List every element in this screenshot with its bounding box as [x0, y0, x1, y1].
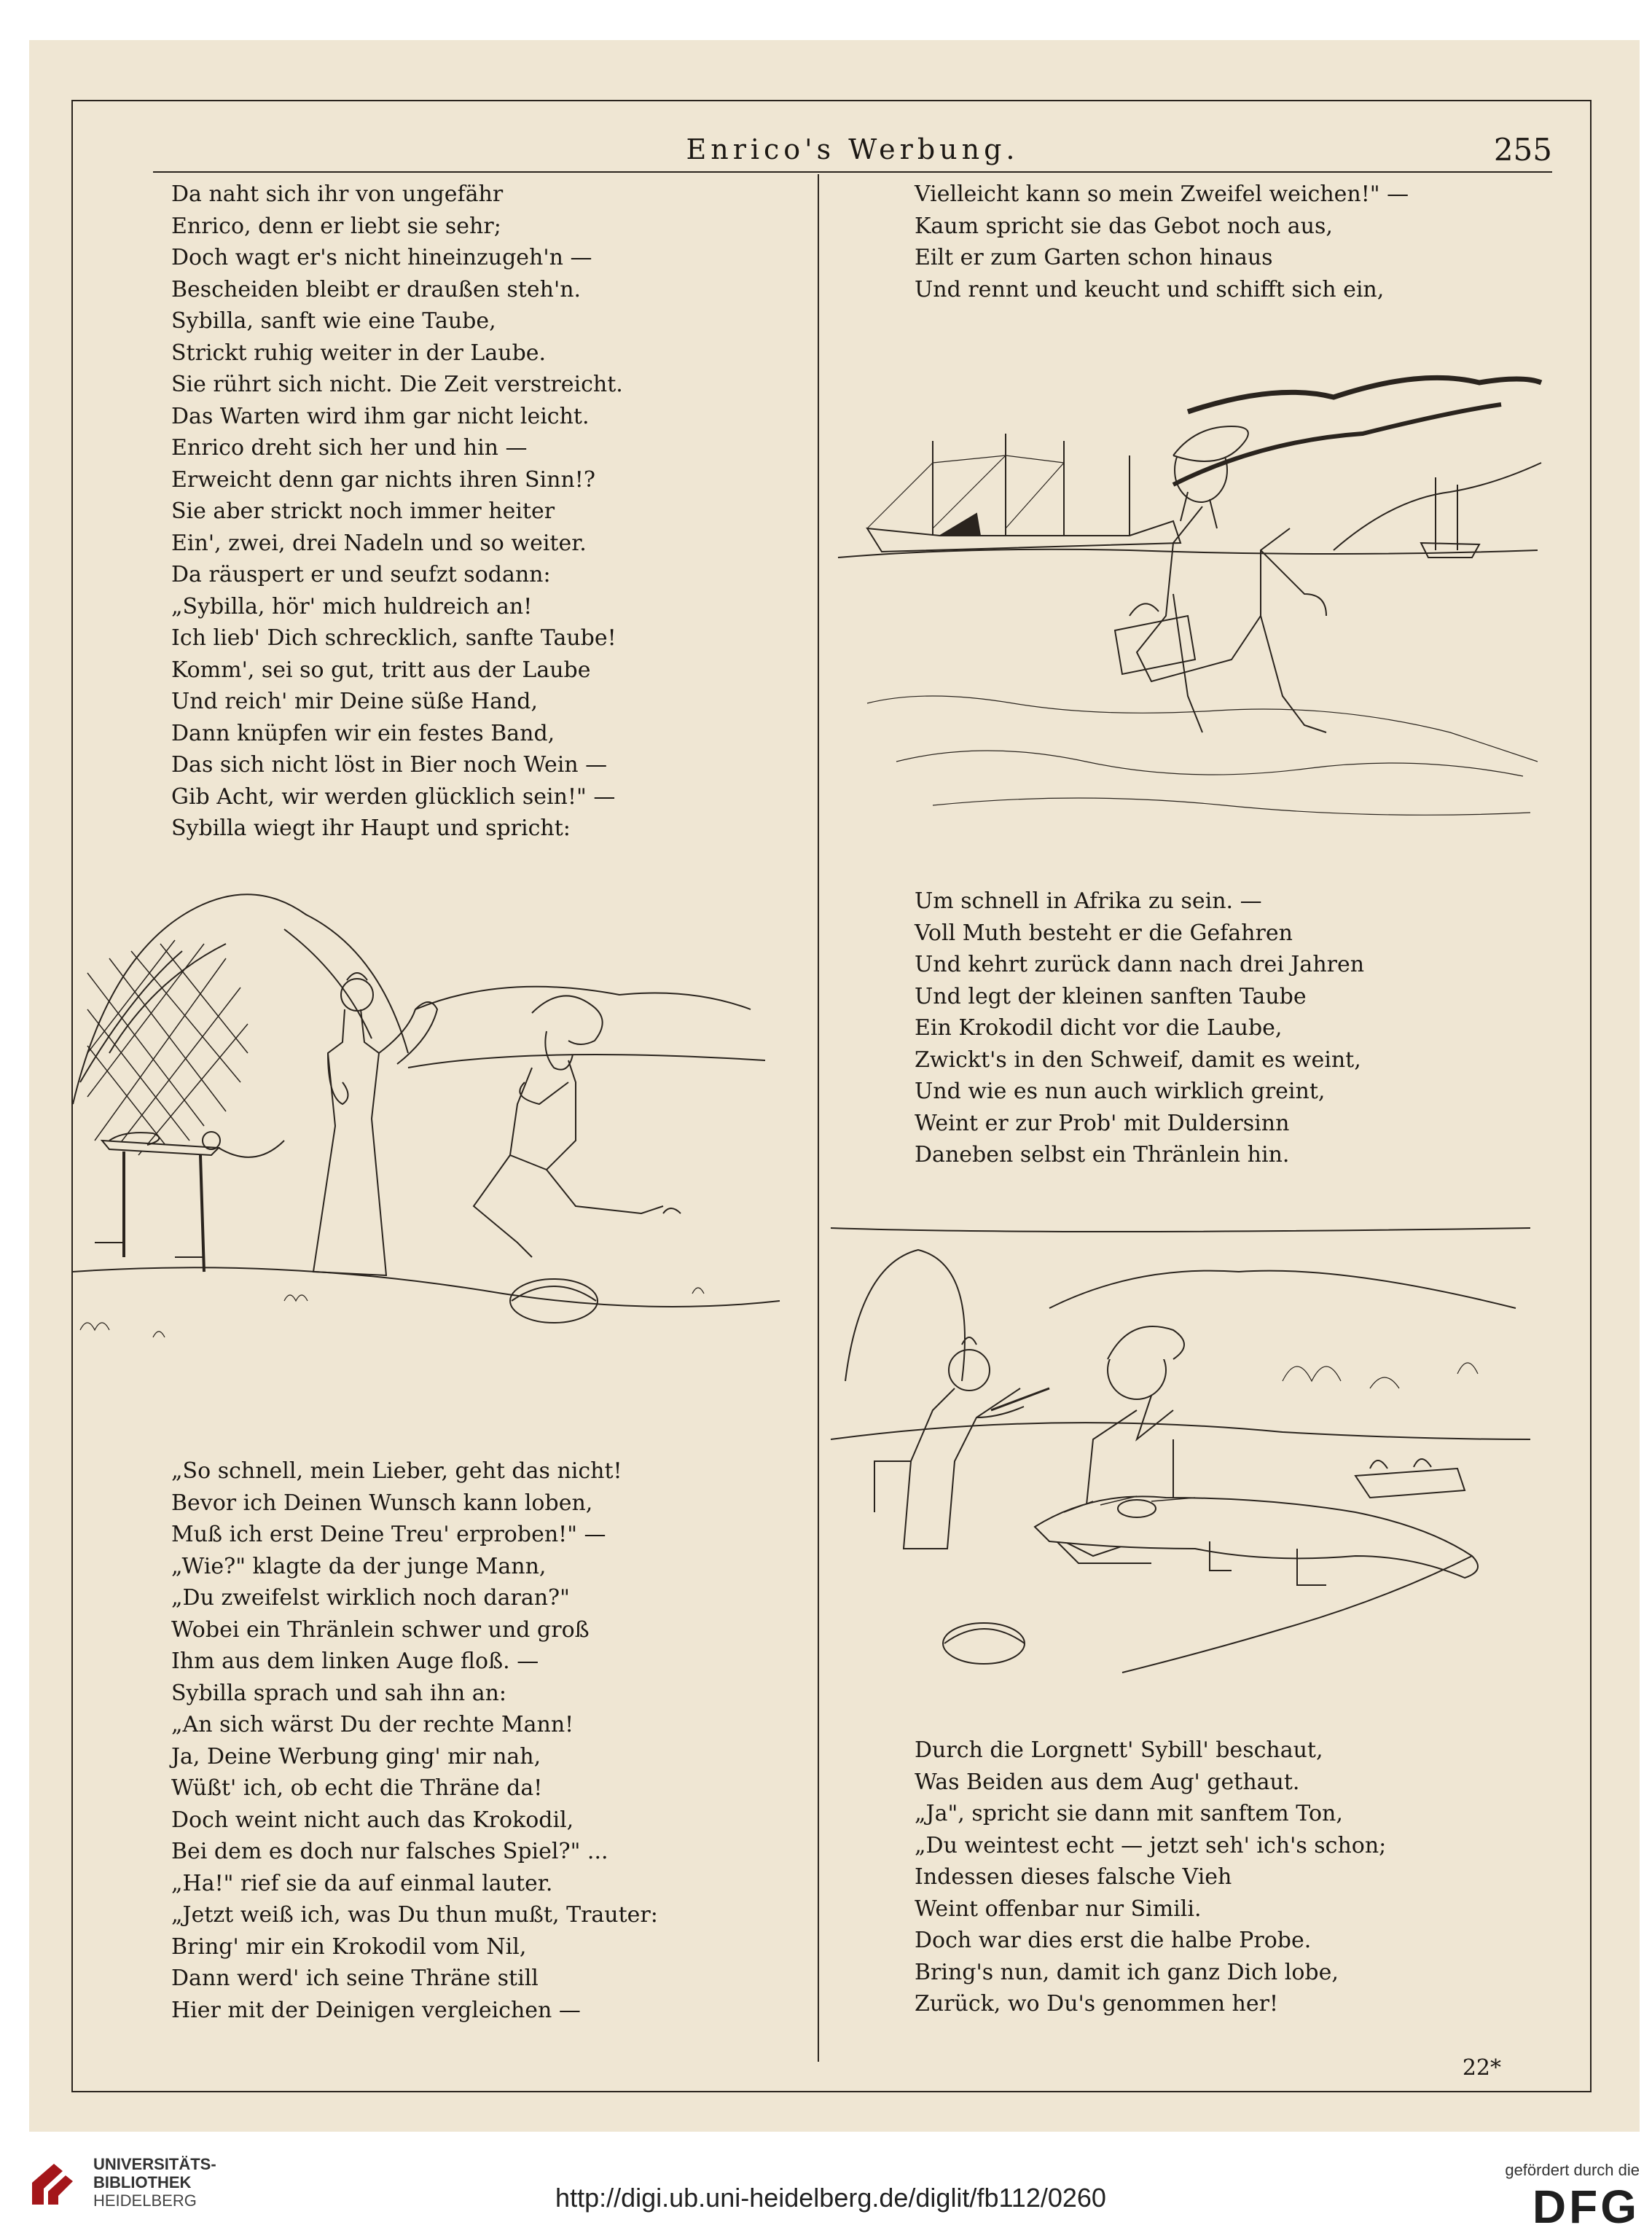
- verse-line: Sybilla wiegt ihr Haupt und spricht:: [171, 816, 571, 841]
- verse-line: Ein', zwei, drei Nadeln und so weiter.: [171, 530, 587, 556]
- verse-line: Ja, Deine Werbung ging' mir nah,: [171, 1743, 541, 1769]
- verse-line: Vielleicht kann so mein Zweifel weichen!" —: [915, 181, 1409, 207]
- verse-line: Da naht sich ihr von ungefähr: [171, 181, 504, 207]
- verse-line: Daneben selbst ein Thränlein hin.: [915, 1142, 1290, 1168]
- verse-line: Und legt der kleinen sanften Taube: [915, 983, 1307, 1009]
- funding-label: gefördert durch die: [1505, 2161, 1640, 2179]
- verse-line: Dann werd' ich seine Thräne still: [171, 1966, 539, 1991]
- verse-line: Doch weint nicht auch das Krokodil,: [171, 1807, 574, 1833]
- verse-line: „An sich wärst Du der rechte Mann!: [171, 1712, 574, 1737]
- verse-line: „Sybilla, hör' mich huldreich an!: [171, 593, 533, 619]
- verse-line: Da räuspert er und seufzt sodann:: [171, 562, 551, 587]
- verse-line: Erweicht denn gar nichts ihren Sinn!?: [171, 466, 595, 493]
- verse-line: Sie rührt sich nicht. Die Zeit verstreicht.: [171, 372, 623, 397]
- verse-line: Was Beiden aus dem Aug' gethaut.: [915, 1769, 1300, 1795]
- illustration-proposal: [66, 864, 787, 1388]
- verse-line: Weint er zur Prob' mit Duldersinn: [915, 1110, 1290, 1136]
- verse-line: „Du zweifelst wirklich noch daran?": [171, 1585, 570, 1611]
- left-stanza-2: [171, 1455, 658, 2026]
- right-stanza-3: [915, 1735, 1386, 2020]
- verse-line: Bei dem es doch nur falsches Spiel?" ...: [171, 1839, 608, 1864]
- page-number: 255: [1493, 132, 1552, 168]
- header-rule: [153, 171, 1552, 173]
- verse-line: „Ja", spricht sie dann mit sanftem Ton,: [915, 1801, 1343, 1826]
- verse-line: Voll Muth besteht er die Gefahren: [915, 920, 1293, 946]
- verse-line: „Wie?" klagte da der junge Mann,: [171, 1553, 547, 1579]
- verse-line: Das Warten wird ihm gar nicht leicht.: [171, 403, 590, 429]
- illustration-departure-ship: [823, 353, 1545, 834]
- library-name: [93, 2155, 216, 2210]
- verse-line: Zurück, wo Du's genommen her!: [915, 1991, 1279, 2017]
- verse-line: Und reich' mir Deine süße Hand,: [171, 689, 539, 714]
- verse-line: Zwickt's in den Schweif, damit es weint,: [915, 1047, 1361, 1073]
- verse-line: Doch war dies erst die halbe Probe.: [915, 1928, 1312, 1953]
- verse-line: Doch wagt er's nicht hineinzugeh'n —: [171, 245, 592, 270]
- permalink-url[interactable]: http://digi.ub.uni-heidelberg.de/diglit/fb112/0260: [555, 2183, 1106, 2213]
- verse-line: Eilt er zum Garten schon hinaus: [915, 245, 1273, 270]
- ub-heidelberg-logo-icon: [22, 2154, 83, 2215]
- verse-line: Enrico dreht sich her und hin —: [171, 435, 528, 461]
- dfg-logo-icon: DFG: [1532, 2181, 1640, 2233]
- verse-line: Hier mit der Deinigen vergleichen —: [171, 1997, 581, 2023]
- verse-line: „Du weintest echt — jetzt seh' ich's schon;: [915, 1832, 1387, 1858]
- verse-line: Indessen dieses falsche Vieh: [915, 1864, 1232, 1890]
- viewer-footer: [0, 2132, 1652, 2233]
- verse-line: Strickt ruhig weiter in der Laube.: [171, 340, 547, 366]
- right-stanza-2: [915, 885, 1364, 1171]
- verse-line: Sybilla, sanft wie eine Taube,: [171, 308, 496, 334]
- verse-line: Und wie es nun auch wirklich greint,: [915, 1079, 1326, 1104]
- verse-line: „Ha!" rief sie da auf einmal lauter.: [171, 1870, 553, 1896]
- verse-line: Um schnell in Afrika zu sein. —: [915, 888, 1262, 914]
- verse-line: Kaum spricht sie das Gebot noch aus,: [915, 213, 1333, 239]
- verse-line: Bescheiden bleibt er draußen steh'n.: [171, 276, 582, 302]
- verse-line: Bevor ich Deinen Wunsch kann loben,: [171, 1490, 593, 1516]
- verse-line: Durch die Lorgnett' Sybill' beschaut,: [915, 1737, 1323, 1763]
- right-stanza-1: [915, 179, 1409, 305]
- verse-line: Und kehrt zurück dann nach drei Jahren: [915, 952, 1365, 977]
- library-line-3: HEIDELBERG: [93, 2191, 197, 2210]
- verse-line: „So schnell, mein Lieber, geht das nicht!: [171, 1458, 622, 1484]
- illustration-crocodile: [831, 1221, 1530, 1702]
- verse-line: Wobei ein Thränlein schwer und groß: [171, 1616, 590, 1643]
- verse-line: Komm', sei so gut, tritt aus der Laube: [171, 657, 591, 683]
- left-stanza-1: [171, 179, 623, 845]
- scanned-page: [29, 40, 1640, 2132]
- verse-line: Dann knüpfen wir ein festes Band,: [171, 720, 555, 746]
- library-line-2: BIBLIOTHEK: [93, 2173, 192, 2191]
- verse-line: Ihm aus dem linken Auge floß. —: [171, 1649, 539, 1674]
- verse-line: Und rennt und keucht und schifft sich ein,: [915, 276, 1385, 302]
- library-line-1: UNIVERSITÄTS-: [93, 2155, 216, 2173]
- verse-line: Wüßt' ich, ob echt die Thräne da!: [171, 1775, 543, 1801]
- verse-line: Ein Krokodil dicht vor die Laube,: [915, 1015, 1283, 1041]
- verse-line: Enrico, denn er liebt sie sehr;: [171, 213, 501, 239]
- column-rule: [818, 174, 819, 2062]
- verse-line: Gib Acht, wir werden glücklich sein!" —: [171, 783, 616, 810]
- verse-line: Muß ich erst Deine Treu' erproben!" —: [171, 1522, 606, 1547]
- running-title: Enrico's Werbung.: [686, 133, 1019, 165]
- verse-line: Ich lieb' Dich schrecklich, sanfte Taube!: [171, 625, 616, 651]
- verse-line: „Jetzt weiß ich, was Du thun mußt, Trauter:: [171, 1902, 658, 1928]
- verse-line: Bring's nun, damit ich ganz Dich lobe,: [915, 1959, 1339, 1985]
- verse-line: Sybilla sprach und sah ihn an:: [171, 1680, 507, 1706]
- verse-line: Weint offenbar nur Simili.: [915, 1896, 1202, 1922]
- verse-line: Bring' mir ein Krokodil vom Nil,: [171, 1933, 527, 1960]
- verse-line: Sie aber strickt noch immer heiter: [171, 498, 555, 524]
- verse-line: Das sich nicht löst in Bier noch Wein —: [171, 752, 608, 778]
- signature-mark: 22*: [1462, 2055, 1501, 2081]
